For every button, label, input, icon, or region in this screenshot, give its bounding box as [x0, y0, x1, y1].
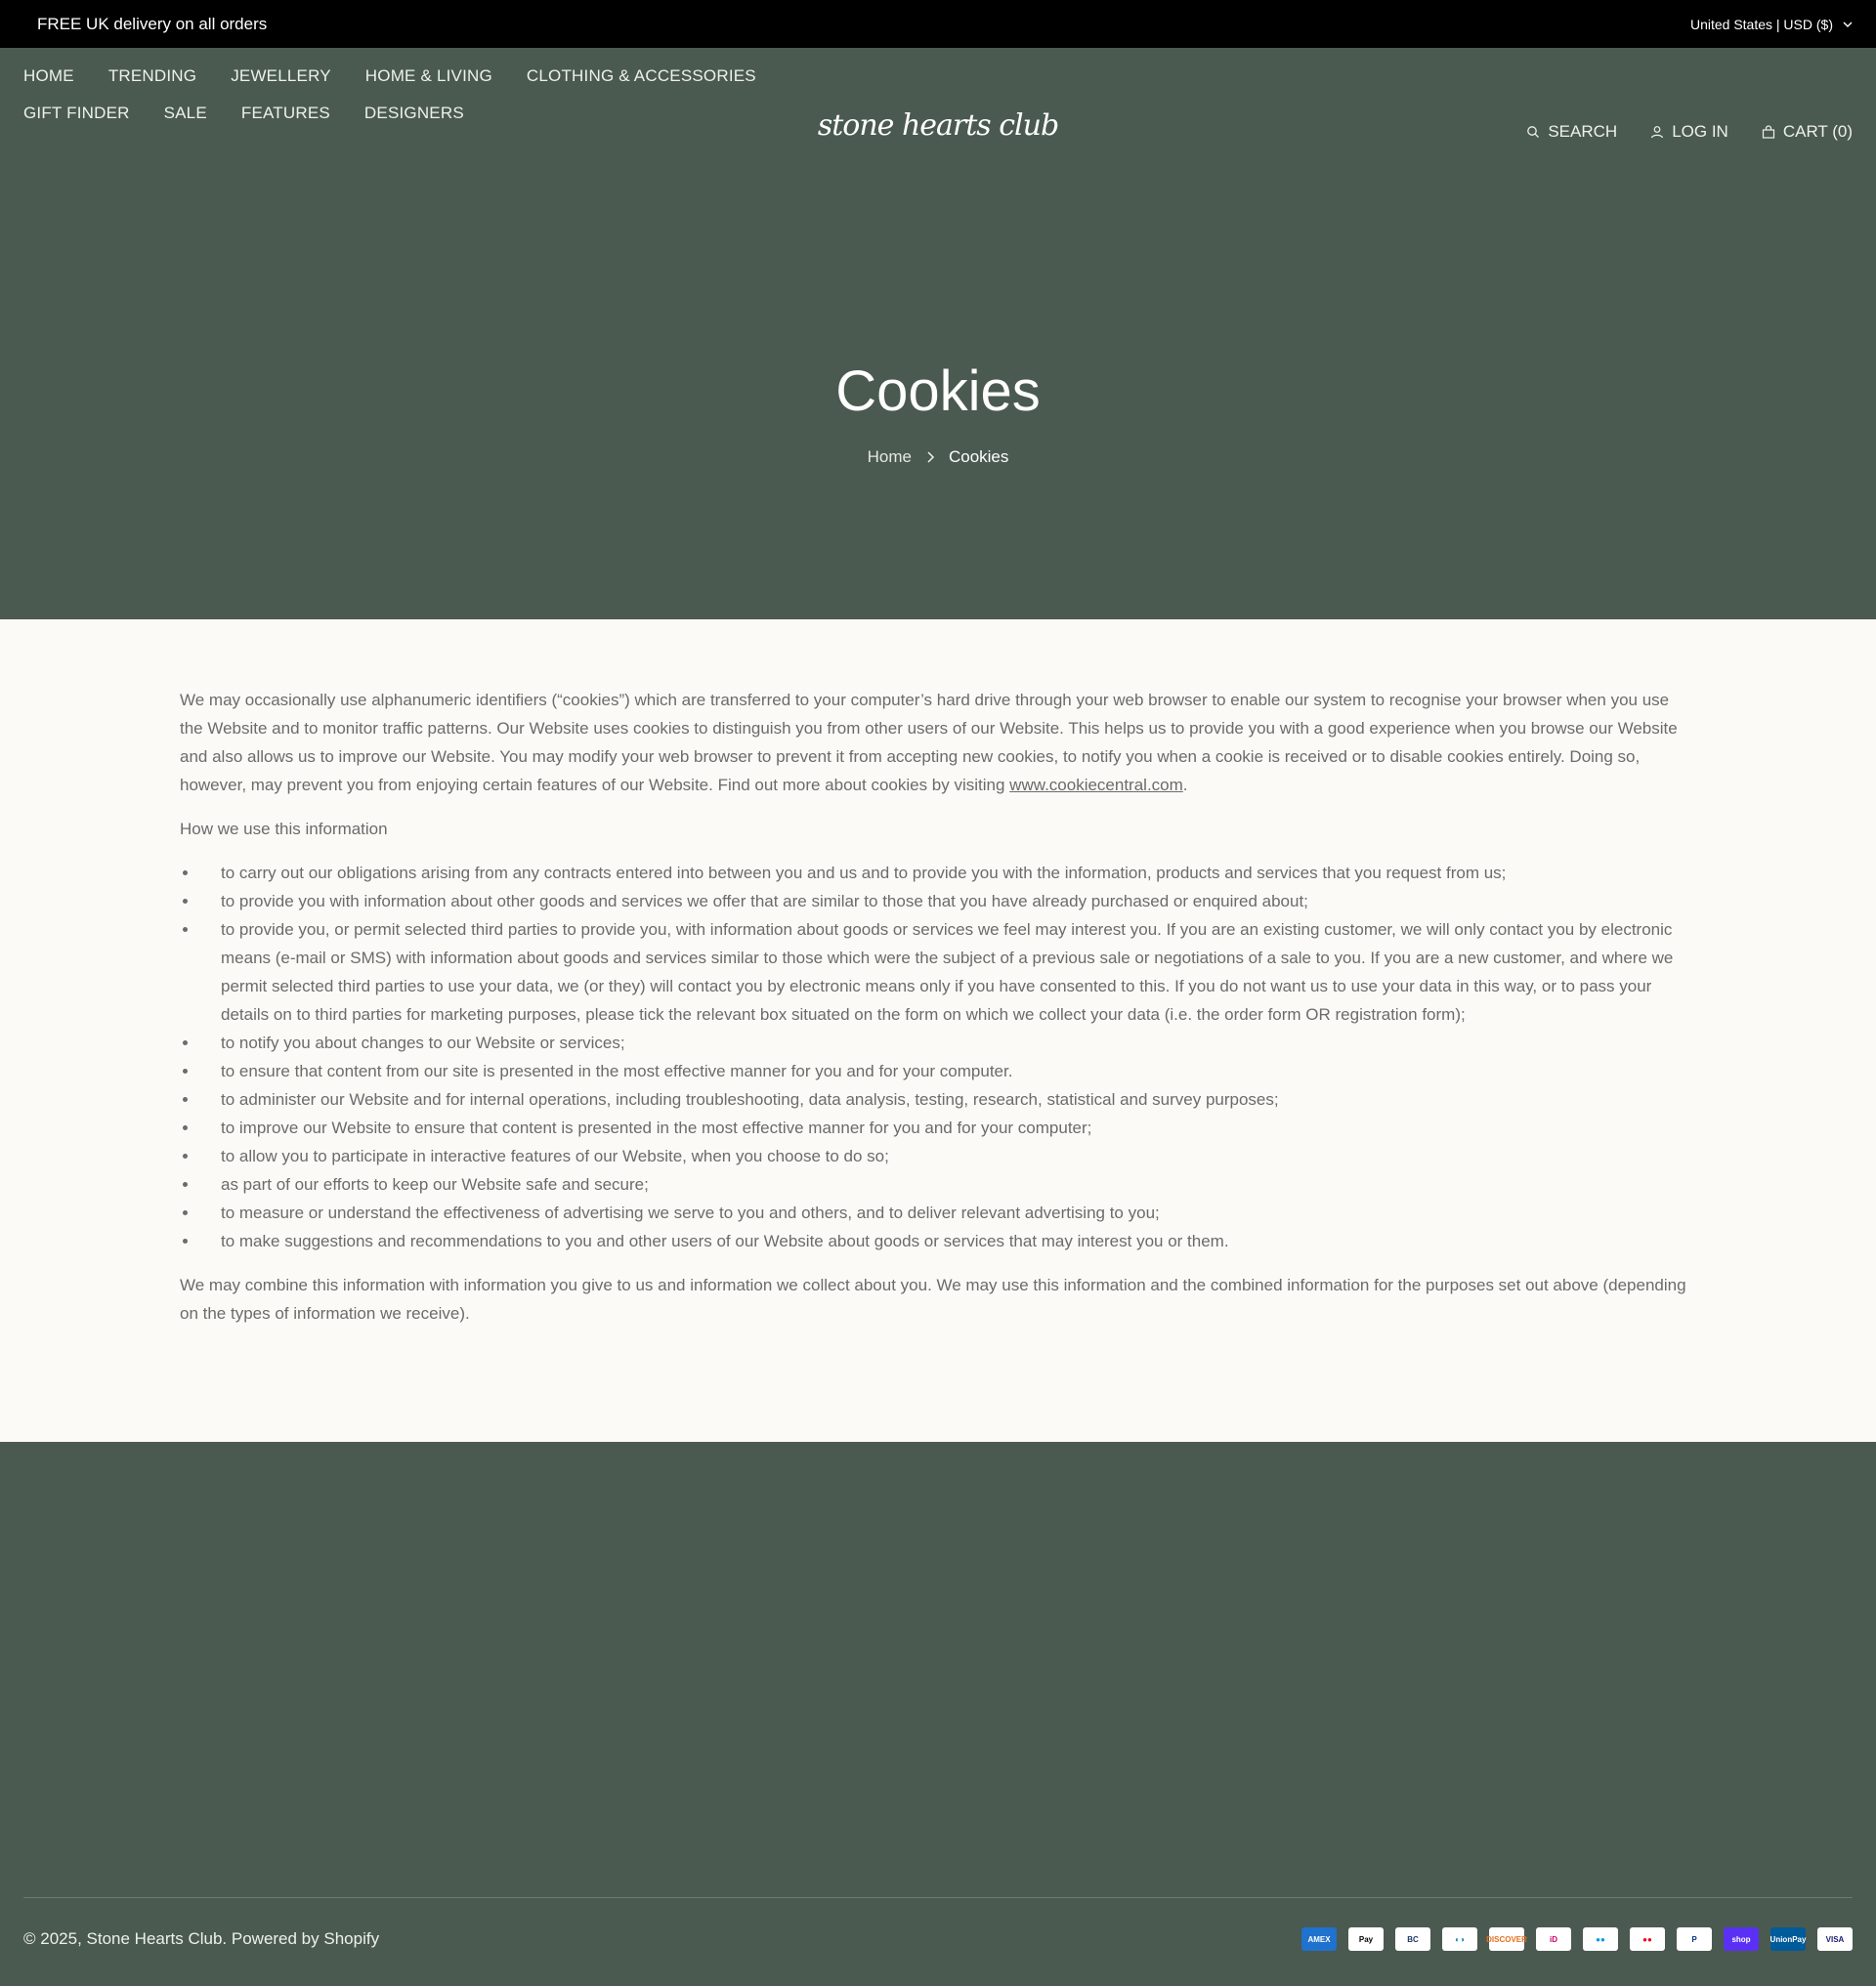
list-item: • as part of our efforts to keep our Website safe and secure; — [199, 1170, 1696, 1199]
discover-icon: DISCOVER — [1489, 1927, 1524, 1951]
login-button[interactable] — [1650, 122, 1728, 142]
intro-text-end: . — [1182, 776, 1188, 794]
list-item: • to carry out our obligations arising from any contracts entered into between you and us and to provide you with the information, products and services that you request from us; — [199, 859, 1696, 887]
login-label: LOG IN — [1672, 122, 1728, 141]
search-button[interactable] — [1526, 122, 1617, 142]
brand-link[interactable]: Stone Hearts Club — [86, 1929, 223, 1948]
cookiecentral-link[interactable]: www.cookiecentral.com — [1009, 776, 1183, 794]
breadcrumb-home[interactable]: Home — [867, 447, 912, 466]
page-content — [0, 619, 1876, 1442]
page-title: Cookies — [835, 359, 1041, 423]
breadcrumb — [0, 447, 1876, 467]
list-item: • to make suggestions and recommendations to you and other users of our Website about goods or services that may interest you or them. — [199, 1227, 1696, 1255]
list-item: • to administer our Website and for internal operations, including troubleshooting, data analysis, testing, research, statistical and survey purposes; — [199, 1085, 1696, 1114]
nav-row-secondary — [23, 95, 805, 132]
copyright-prefix: © 2025, — [23, 1929, 87, 1948]
nav-jewellery[interactable]: JEWELLERY — [231, 66, 331, 85]
list-item: • to provide you, or permit selected third parties to provide you, with information about goods or services we feel may interest you. If you are an existing customer, we will only contact you by electronic means (e-mail or SMS) with information about goods and services similar to those which were the subject of a previous sale or negotiations of a sale to you. If you are a new customer, and where we permit selected third parties to use your data, we (or they) will contact you by electronic means only if you have consented to this. If you do not want us to use your data in this way, or to pass your details on to third parties for marketing purposes, please tick the relevant box situated on the form on which we collect your data (i.e. the order form OR registration form); — [199, 915, 1696, 1029]
nav-home[interactable]: HOME — [23, 66, 74, 85]
list-item: • to allow you to participate in interactive features of our Website, when you choose to do so; — [199, 1142, 1696, 1170]
footer-divider — [23, 1897, 1853, 1898]
paypal-icon: P — [1677, 1927, 1712, 1951]
diners-club-icon: ◐◑ — [1442, 1927, 1477, 1951]
main-nav — [23, 58, 805, 132]
list-item: • to measure or understand the effectiveness of advertising we serve to you and others, and to deliver relevant advertising to you; — [199, 1199, 1696, 1227]
chevron-down-icon — [1843, 20, 1853, 29]
amex-icon: AMEX — [1301, 1927, 1337, 1951]
nav-features[interactable]: FEATURES — [240, 104, 330, 122]
currency-label: United States | USD ($) — [1689, 16, 1833, 32]
usage-list — [180, 859, 1696, 1255]
maestro-icon: ●● — [1583, 1927, 1618, 1951]
nav-home-living[interactable]: HOME & LIVING — [364, 66, 492, 85]
nav-row-primary — [23, 58, 805, 95]
powered-by: . Powered by Shopify — [222, 1929, 380, 1948]
mastercard-icon: ●● — [1630, 1927, 1665, 1951]
nav-trending[interactable]: TRENDING — [107, 66, 197, 85]
list-item: • to notify you about changes to our Website or services; — [199, 1029, 1696, 1057]
apple-pay-icon: Pay — [1348, 1927, 1384, 1951]
copyright — [23, 1929, 379, 1949]
shop-pay-icon: shop — [1724, 1927, 1759, 1951]
search-label: SEARCH — [1548, 122, 1618, 141]
site-footer — [0, 1442, 1876, 1986]
nav-gift-finder[interactable]: GIFT FINDER — [23, 104, 130, 122]
nav-sale[interactable]: SALE — [163, 104, 207, 122]
bancontact-icon: BC — [1395, 1927, 1430, 1951]
announcement-bar — [0, 0, 1876, 48]
announcement-text: FREE UK delivery on all orders — [37, 14, 268, 33]
visa-icon: VISA — [1817, 1927, 1853, 1951]
bag-icon — [1762, 125, 1775, 139]
site-header — [0, 48, 1876, 619]
cart-label: CART (0) — [1782, 122, 1853, 141]
unionpay-icon: UnionPay — [1770, 1927, 1806, 1951]
header-utilities — [1526, 122, 1853, 142]
section-subheading: How we use this information — [180, 820, 388, 838]
ideal-icon: iD — [1536, 1927, 1571, 1951]
site-logo[interactable]: stone hearts club — [817, 108, 1059, 143]
list-item: • to ensure that content from our site is presented in the most effective manner for you and for your computer. — [199, 1057, 1696, 1085]
chevron-right-icon — [925, 451, 935, 463]
payment-icons — [1301, 1927, 1853, 1951]
closing-paragraph: We may combine this information with information you give to us and information we collect about you. We may use this information and the combined information for the purposes set out above (depending on the types of information we receive). — [180, 1276, 1686, 1323]
breadcrumb-current: Cookies — [948, 447, 1009, 466]
intro-paragraph — [180, 686, 1696, 799]
list-item: • to provide you with information about other goods and services we offer that are similar to those that you have already purchased or enquired about; — [199, 887, 1696, 915]
user-icon — [1650, 125, 1664, 139]
intro-text: We may occasionally use alphanumeric identifiers (“cookies”) which are transferred to your computer’s hard drive through your web browser to enable our system to recognise your browser when you use the Website and to monitor traffic patterns. Our Website uses cookies to distinguish you from other users of our Website. This helps us to provide you with a good experience when you browse our Website and also allows us to improve our Website. You may modify your web browser to prevent it from accepting new cookies, to notify you when a cookie is received or to disable cookies entirely. Doing so, however, may prevent you from enjoying certain features of our Website. Find out more about cookies by visiting — [180, 691, 1678, 794]
nav-clothing-accessories[interactable]: CLOTHING & ACCESSORIES — [526, 66, 756, 85]
search-icon — [1526, 125, 1540, 139]
list-item: • to improve our Website to ensure that content is presented in the most effective manner for you and for your computer; — [199, 1114, 1696, 1142]
nav-designers[interactable]: DESIGNERS — [363, 104, 464, 122]
cart-button[interactable] — [1762, 122, 1853, 142]
currency-selector[interactable] — [1690, 17, 1853, 32]
